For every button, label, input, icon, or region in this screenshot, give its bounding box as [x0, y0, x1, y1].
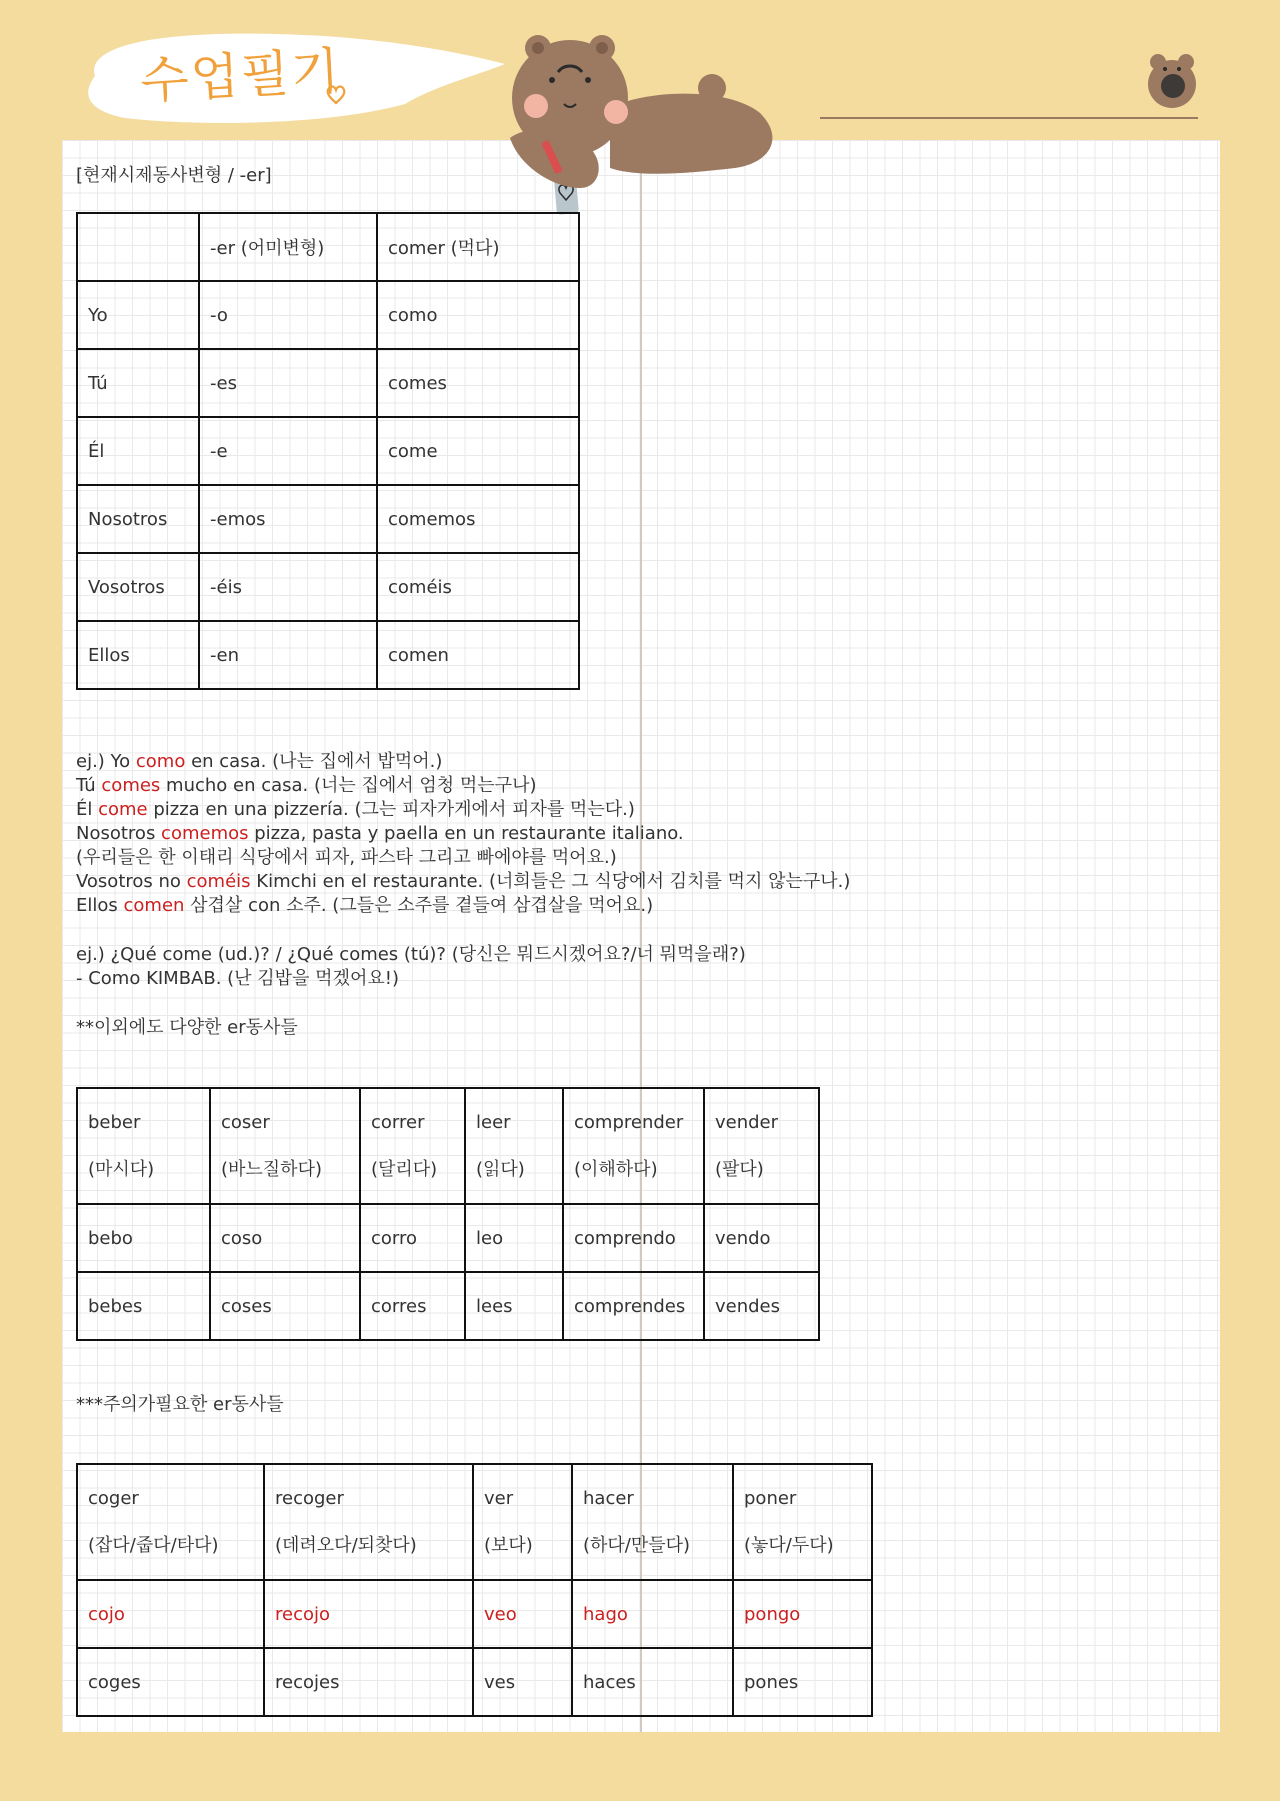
table-cell: come: [377, 417, 579, 485]
conjugation-table: [76, 212, 580, 690]
example-line: Nosotros comemos pizza, pasta y paella en un restaurante italiano.: [76, 823, 684, 844]
table-cell: corro: [360, 1204, 465, 1272]
table-cell: bebo: [77, 1204, 210, 1272]
verb-cell: hacer (하다/만들다): [572, 1464, 733, 1580]
verb-cell: correr (달리다): [360, 1088, 465, 1204]
table-cell: hago: [572, 1580, 733, 1648]
table-cell: lees: [465, 1272, 563, 1340]
bear-sticker-icon: [500, 28, 780, 228]
table-header-row: [77, 1464, 872, 1580]
table-cell: -emos: [199, 485, 377, 553]
table-cell: Vosotros: [77, 553, 199, 621]
example-line: ej.) Yo como en casa. (나는 집에서 밥먹어.): [76, 751, 443, 772]
table-row: [77, 1272, 819, 1340]
example-sentences: [76, 750, 850, 918]
table-cell: -e: [199, 417, 377, 485]
verb-cell: ver (보다): [473, 1464, 572, 1580]
verb-cell: coser (바느질하다): [210, 1088, 360, 1204]
table-row: [77, 621, 579, 689]
table-cell: ves: [473, 1648, 572, 1716]
table-cell: como: [377, 281, 579, 349]
table-cell: coméis: [377, 553, 579, 621]
verb-cell: vender (팔다): [704, 1088, 819, 1204]
table-header-cell: comer (먹다): [377, 213, 579, 281]
section-heading-more-verbs: **이외에도 다양한 er동사들: [76, 1017, 298, 1038]
table-cell: Nosotros: [77, 485, 199, 553]
table-row: [77, 417, 579, 485]
question-line: - Como KIMBAB. (난 김밥을 먹겠어요!): [76, 968, 399, 989]
table-cell: vendo: [704, 1204, 819, 1272]
table-cell: coses: [210, 1272, 360, 1340]
example-line: Ellos comen 삼겹살 con 소주. (그들은 소주를 곁들여 삼겹살을 먹어요.): [76, 895, 654, 916]
section-heading-conjugation: [현재시제동사변형 / -er]: [76, 165, 272, 186]
table-header-cell: [77, 213, 199, 281]
verb-cell: coger (잡다/줍다/타다): [77, 1464, 264, 1580]
table-cell: bebes: [77, 1272, 210, 1340]
question-line: ej.) ¿Qué come (ud.)? / ¿Qué comes (tú)? (당신은 뭐드시겠어요?/너 뭐먹을래?): [76, 944, 746, 965]
table-cell: recojes: [264, 1648, 473, 1716]
table-row: [77, 1648, 872, 1716]
table-cell: Yo: [77, 281, 199, 349]
table-row: [77, 1580, 872, 1648]
table-row: [77, 281, 579, 349]
table-header-cell: -er (어미변형): [199, 213, 377, 281]
table-cell: -éis: [199, 553, 377, 621]
section-heading-tricky-verbs: ***주의가필요한 er동사들: [76, 1394, 284, 1415]
table-cell: -o: [199, 281, 377, 349]
table-cell: haces: [572, 1648, 733, 1716]
example-line: (우리들은 한 이태리 식당에서 피자, 파스타 그리고 빠에야를 먹어요.): [76, 847, 617, 868]
table-row: [77, 1204, 819, 1272]
verb-cell: comprender (이해하다): [563, 1088, 704, 1204]
table-cell: vendes: [704, 1272, 819, 1340]
table-cell: pones: [733, 1648, 872, 1716]
table-cell: leo: [465, 1204, 563, 1272]
regular-er-verbs-table: [76, 1087, 820, 1341]
table-cell: coso: [210, 1204, 360, 1272]
table-cell: comemos: [377, 485, 579, 553]
table-row: [77, 349, 579, 417]
page-title: 수업필기: [138, 41, 343, 111]
table-cell: Él: [77, 417, 199, 485]
verb-cell: beber (마시다): [77, 1088, 210, 1204]
table-cell: comes: [377, 349, 579, 417]
verb-cell: poner (놓다/두다): [733, 1464, 872, 1580]
header-divider: [820, 117, 1198, 119]
table-row: [77, 553, 579, 621]
table-cell: pongo: [733, 1580, 872, 1648]
table-cell: -en: [199, 621, 377, 689]
heart-icon: [324, 82, 348, 106]
table-cell: coges: [77, 1648, 264, 1716]
table-header-row: [77, 1088, 819, 1204]
table-cell: veo: [473, 1580, 572, 1648]
verb-cell: recoger (데려오다/되찾다): [264, 1464, 473, 1580]
table-cell: comprendes: [563, 1272, 704, 1340]
table-cell: Ellos: [77, 621, 199, 689]
example-line: Él come pizza en una pizzería. (그는 피자가게에서 피자를 먹는다.): [76, 799, 635, 820]
table-cell: -es: [199, 349, 377, 417]
table-cell: comprendo: [563, 1204, 704, 1272]
question-examples: [76, 943, 746, 991]
bear-face-icon: [1144, 50, 1200, 110]
table-cell: cojo: [77, 1580, 264, 1648]
irregular-er-verbs-table: [76, 1463, 873, 1717]
example-line: Vosotros no coméis Kimchi en el restaurante. (너희들은 그 식당에서 김치를 먹지 않는구나.): [76, 871, 851, 892]
example-line: Tú comes mucho en casa. (너는 집에서 엄청 먹는구나): [76, 775, 537, 796]
table-cell: recojo: [264, 1580, 473, 1648]
table-cell: Tú: [77, 349, 199, 417]
table-cell: corres: [360, 1272, 465, 1340]
table-header-row: [77, 213, 579, 281]
table-row: [77, 485, 579, 553]
table-cell: comen: [377, 621, 579, 689]
verb-cell: leer (읽다): [465, 1088, 563, 1204]
